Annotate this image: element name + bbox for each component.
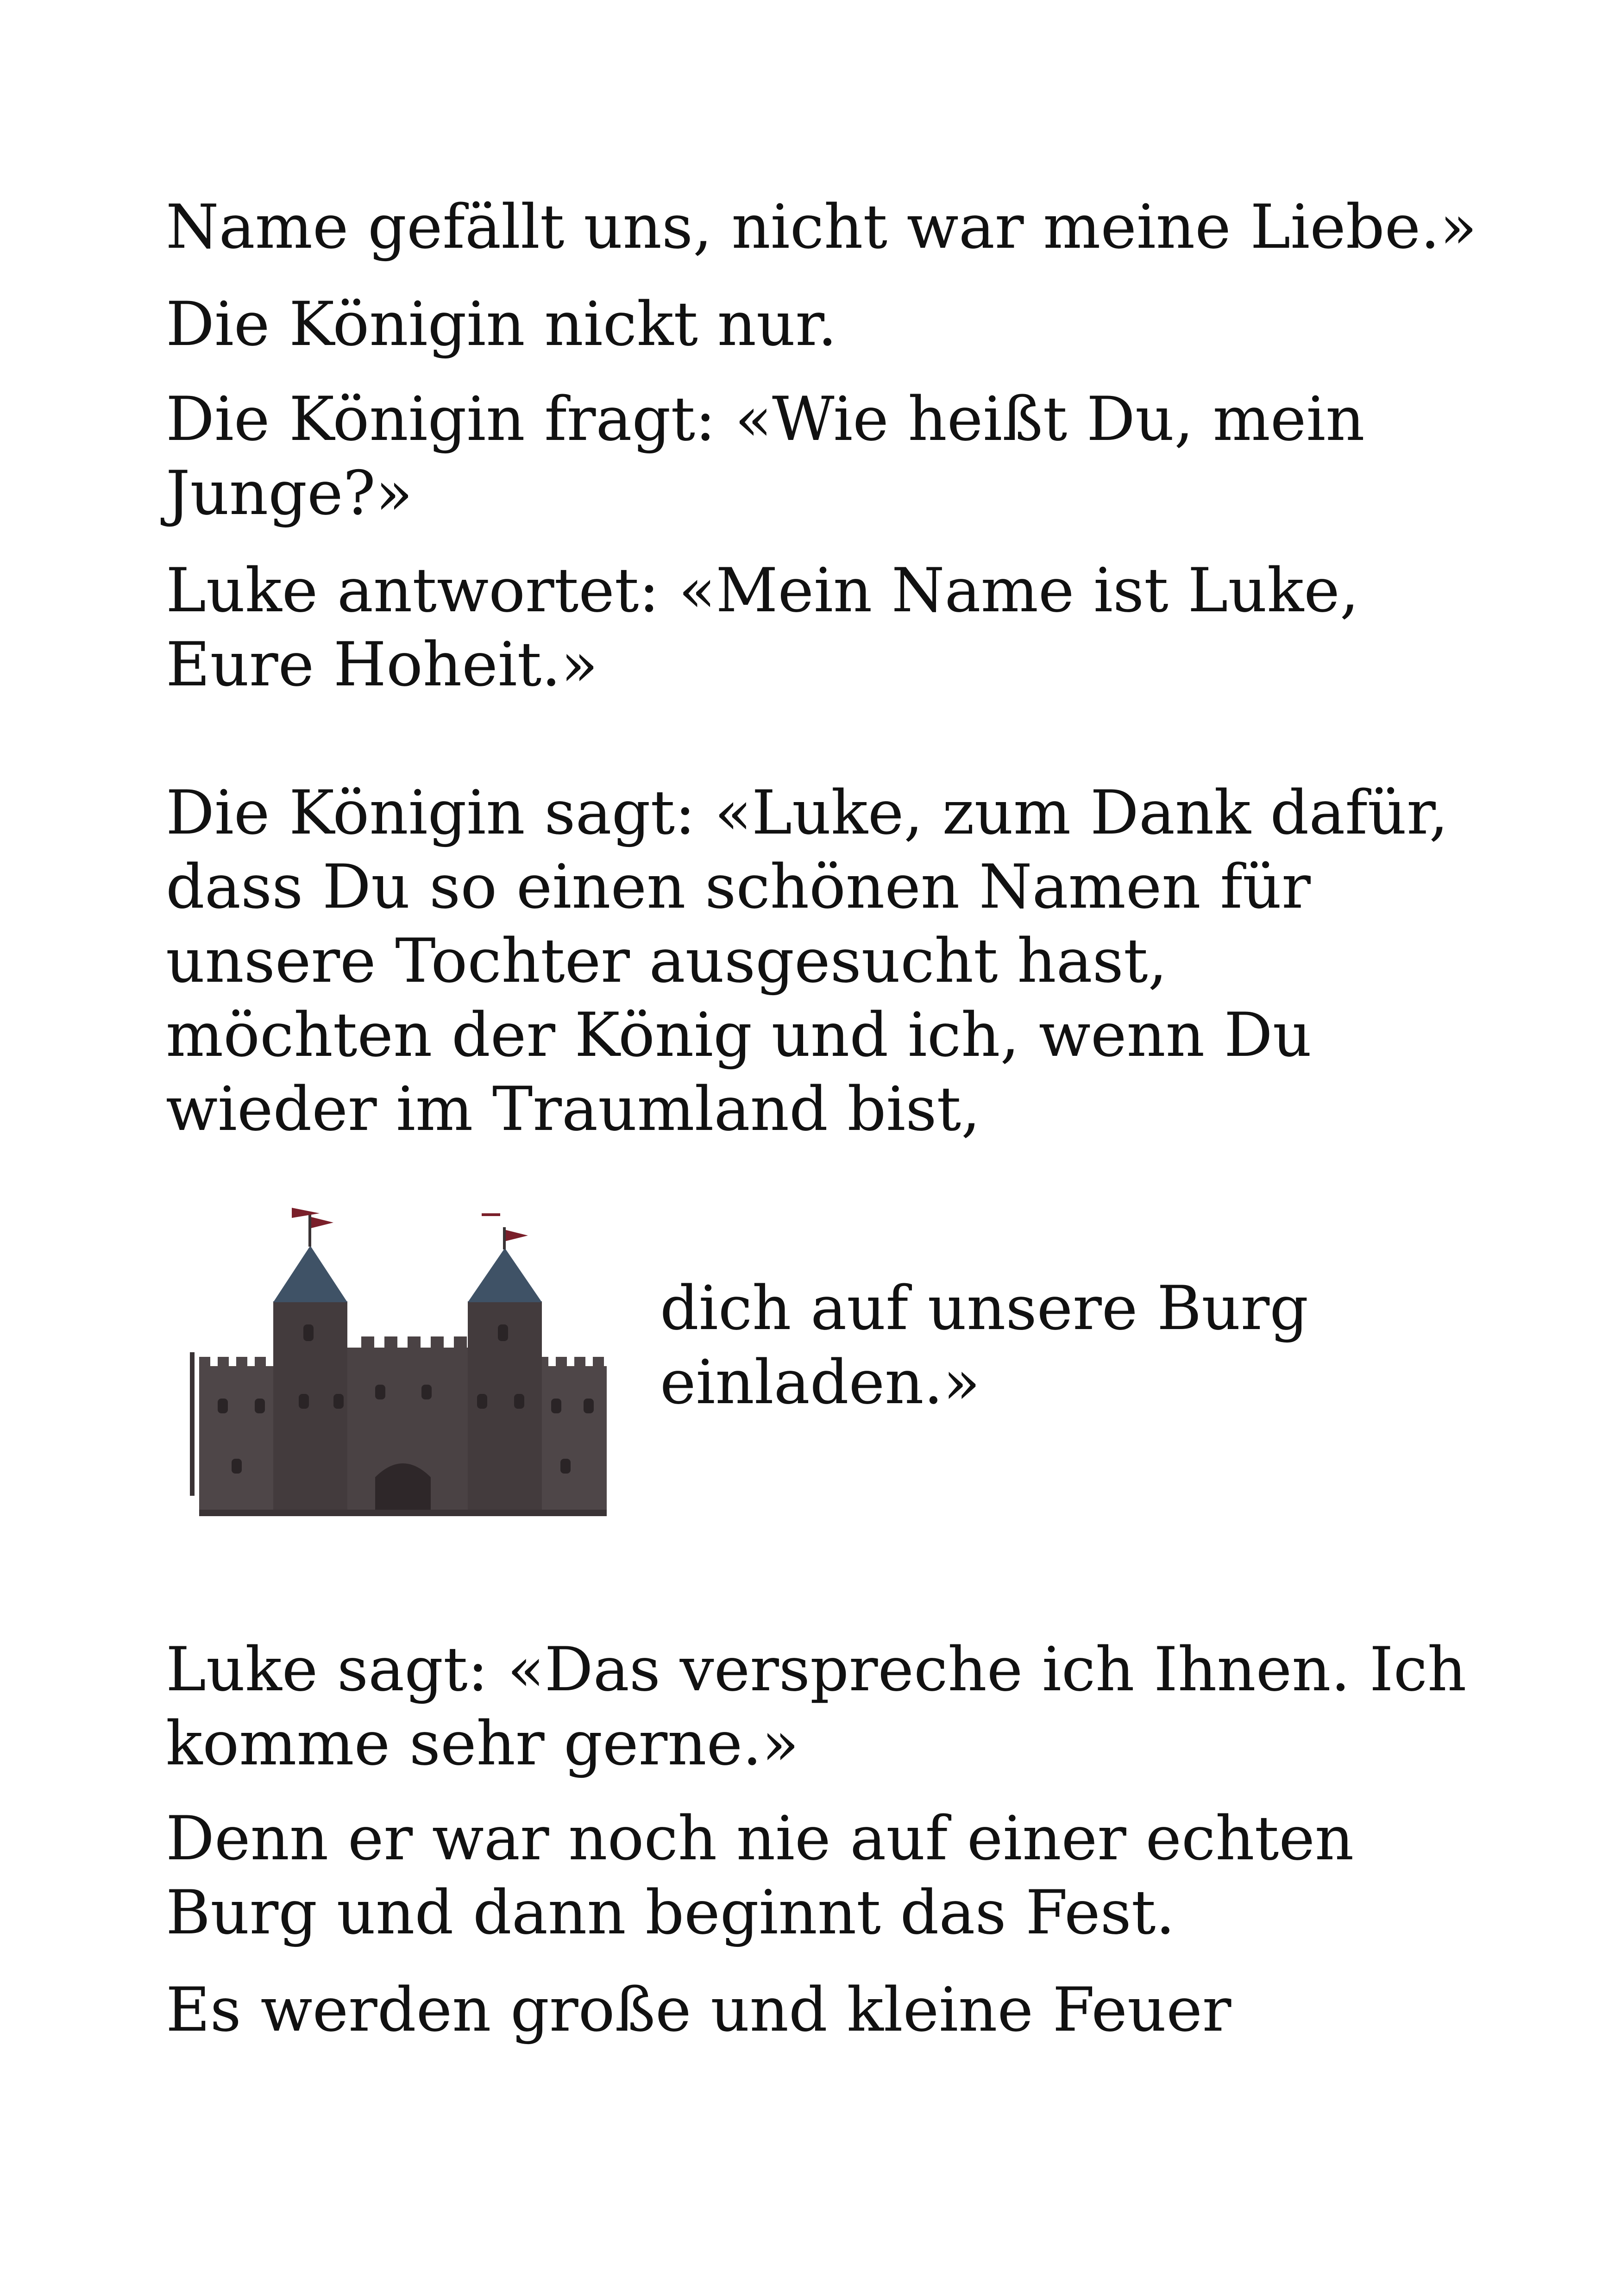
paragraph-7 <box>166 1632 1466 1781</box>
text-line: möchten der König und ich, wenn Du <box>166 999 1312 1070</box>
text-line: Die Königin sagt: «Luke, zum Dank dafür, <box>166 777 1449 848</box>
paragraph-8 <box>166 1801 1354 1950</box>
paragraph-1 <box>166 190 1477 264</box>
castle-illustration <box>181 1199 625 1537</box>
text-line: Die Königin fragt: «Wie heißt Du, mein <box>166 383 1365 454</box>
paragraph-2 <box>166 287 837 361</box>
paragraph-3 <box>166 382 1365 530</box>
castle-icon <box>181 1199 625 1537</box>
text-line: Junge?» <box>166 458 413 528</box>
text-line: einladen.» <box>660 1347 980 1418</box>
text-line: Burg und dann beginnt das Fest. <box>166 1877 1175 1948</box>
paragraph-4 <box>166 553 1359 702</box>
text-line: Name gefällt uns, nicht war meine Liebe.» <box>166 191 1477 262</box>
text-line: unsere Tochter ausgesucht hast, <box>166 925 1168 996</box>
text-line: komme sehr gerne.» <box>166 1708 799 1779</box>
text-line: Luke antwortet: «Mein Name ist Luke, <box>166 555 1359 626</box>
text-line: Denn er war noch nie auf einer echten <box>166 1803 1354 1874</box>
text-line: Die Königin nickt nur. <box>166 289 837 359</box>
paragraph-5 <box>166 776 1448 1146</box>
text-line: dass Du so einen schönen Namen für <box>166 851 1311 922</box>
paragraph-9 <box>166 1973 1231 2047</box>
text-line: wieder im Traumland bist, <box>166 1073 980 1144</box>
text-line: dich auf unsere Burg <box>660 1273 1309 1343</box>
text-line: Luke sagt: «Das verspreche ich Ihnen. Ich <box>166 1634 1467 1705</box>
paragraph-6 <box>660 1271 1308 1419</box>
text-line: Eure Hoheit.» <box>166 629 598 700</box>
text-line: Es werden große und kleine Feuer <box>166 1974 1231 2045</box>
